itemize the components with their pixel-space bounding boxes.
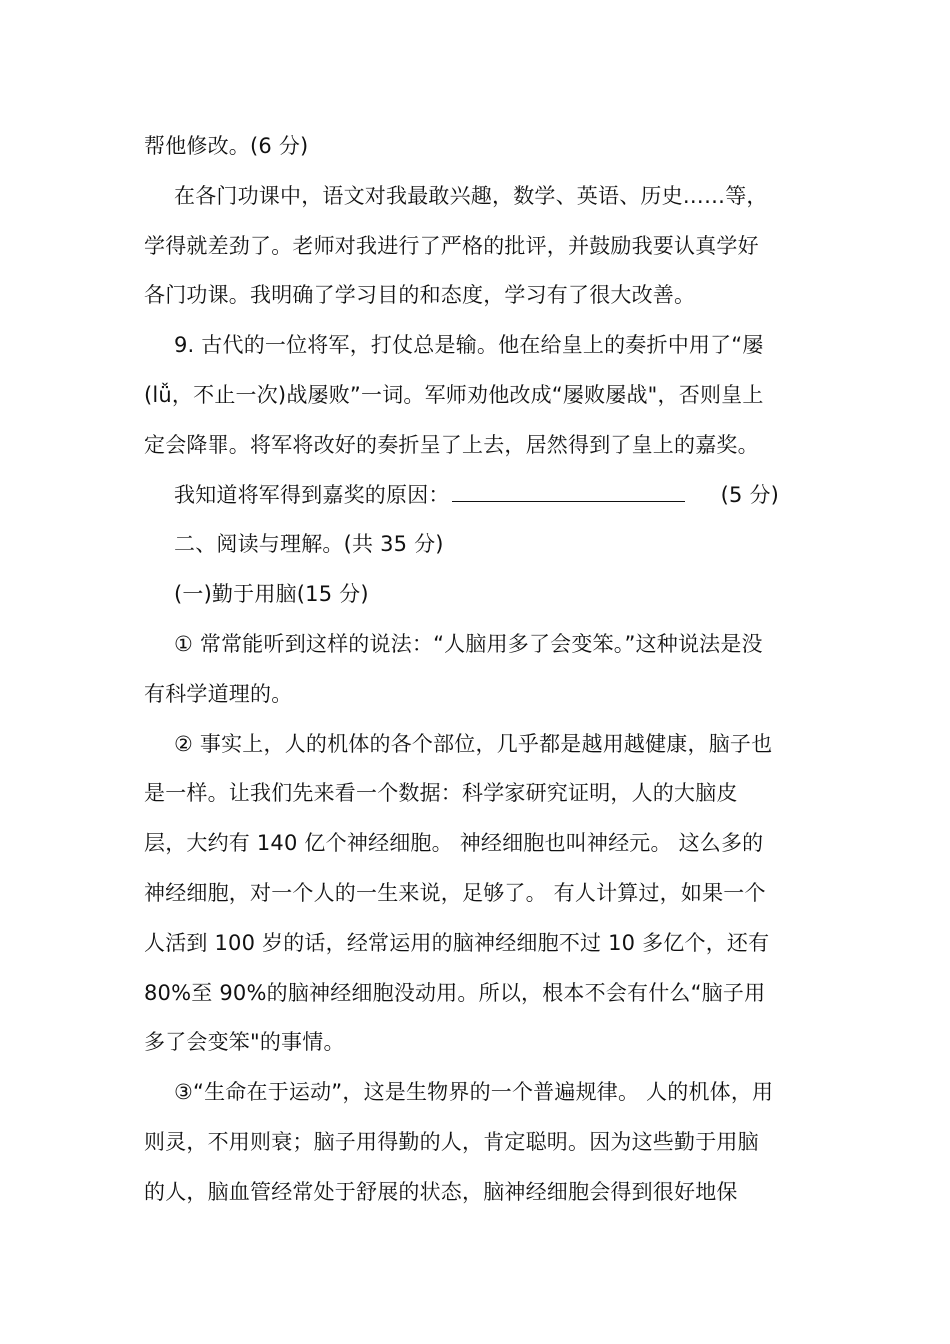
text-line: 的人，脑血管经常处于舒展的状态，脑神经细胞会得到很好地保 [144,1179,738,1204]
text-line: (lǚ，不止一次)战屡败”一词。军师劝他改成“屡败屡战"，否则皇上 [144,382,764,407]
text-line: 各门功课。我明确了学习目的和态度，学习有了很大改善。 [144,283,696,308]
text-line: 层，大约有 140 亿个神经细胞。 神经细胞也叫神经元。 这么多的 [144,831,764,856]
passage-title: (一)勤于用脑(15 分) [174,582,369,607]
text-line: 则灵，不用则衰；脑子用得勤的人，肯定聪明。因为这些勤于用脑 [144,1129,759,1154]
answer-line [144,471,808,521]
text-line: 神经细胞，对一个人的一生来说，足够了。 有人计算过，如果一个 [144,880,766,905]
text-line: 学得就差劲了。老师对我进行了严格的批评，并鼓励我要认真学好 [144,233,759,258]
text-line: 在各门功课中，语文对我最敢兴趣，数学、英语、历史……等， [174,183,768,208]
text-line: ③“生命在于运动”，这是生物界的一个普遍规律。 人的机体，用 [174,1080,774,1105]
section-heading: 二、阅读与理解。(共 35 分) [174,532,444,557]
text-line: 人活到 100 岁的话，经常运用的脑神经细胞不过 10 多亿个，还有 [144,930,770,955]
text-line: 多了会变笨"的事情。 [144,1030,345,1055]
question-9-line: 9. 古代的一位将军，打仗总是输。他在给皇上的奏折中用了“屡 [174,333,764,358]
text-line: ② 事实上，人的机体的各个部位，几乎都是越用越健康，脑子也 [174,731,773,756]
text-line: 是一样。让我们先来看一个数据：科学家研究证明，人的大脑皮 [144,781,738,806]
score-label: (5 分) [720,482,780,507]
text-line: 有科学道理的。 [144,681,293,706]
text-line: 帮他修改。(6 分) [144,134,309,158]
text-line: 80%至 90%的脑神经细胞没动用。所以，根本不会有什么“脑子用 [144,980,766,1005]
text-line: 定会降罪。将军将改好的奏折呈了上去，居然得到了皇上的嘉奖。 [144,432,759,457]
answer-blank[interactable] [452,481,685,502]
text-line: ① 常常能听到这样的说法：“人脑用多了会变笨。”这种说法是没 [174,631,763,656]
document-page [144,122,808,1218]
answer-prompt: 我知道将军得到嘉奖的原因： [174,482,450,507]
